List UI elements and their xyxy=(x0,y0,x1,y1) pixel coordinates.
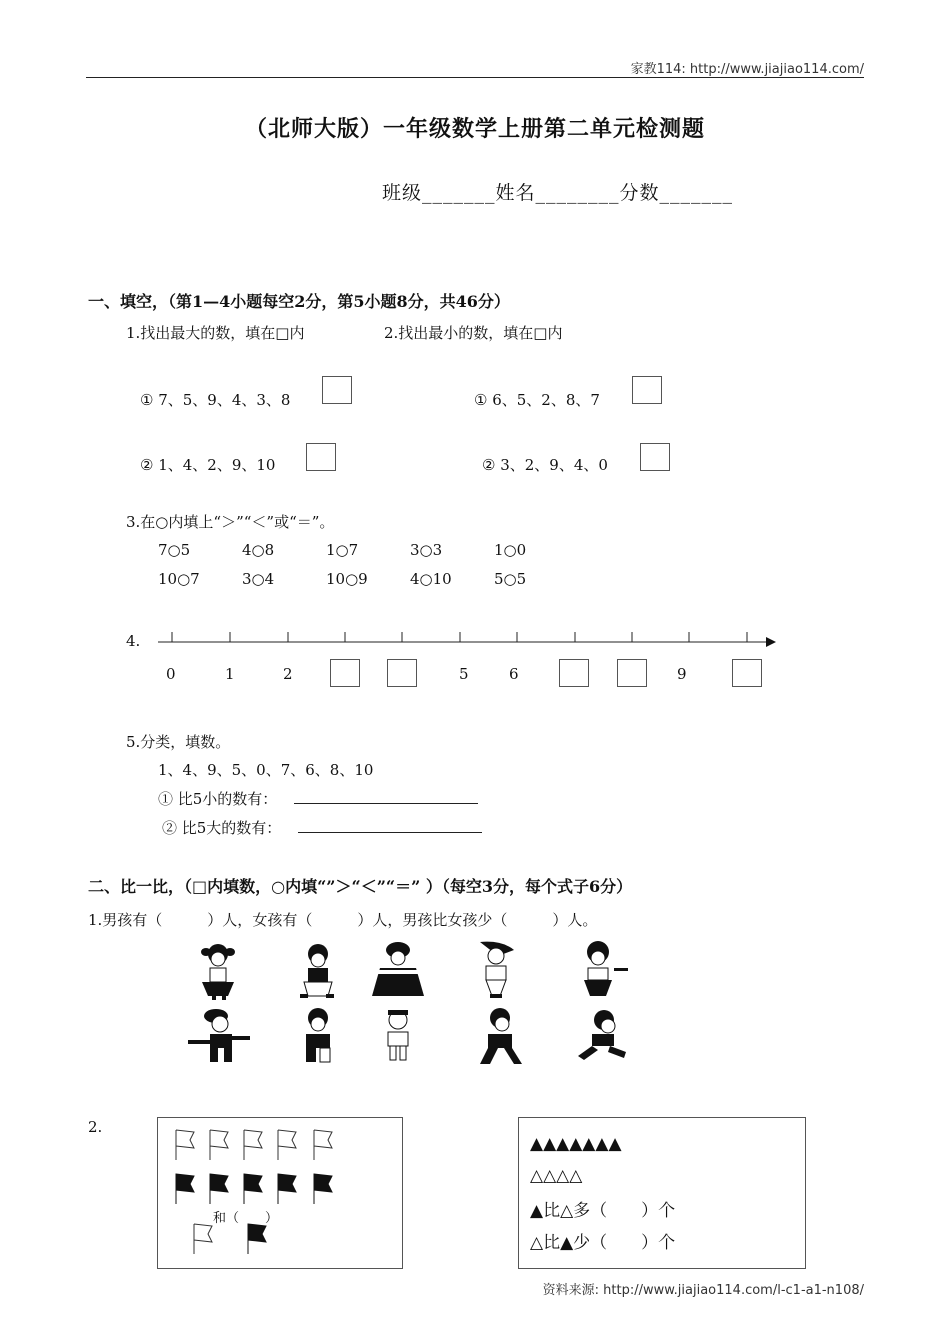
s2-q1-prompt: 1.男孩有（ ）人，女孩有（ ）人，男孩比女孩少（ ）人。 xyxy=(88,911,598,929)
boy-figure xyxy=(188,1009,250,1062)
boy-figure xyxy=(388,1010,408,1060)
page-title: （北师大版）一年级数学上册第二单元检测题 xyxy=(244,116,705,142)
number-line-label: 0 xyxy=(166,665,176,683)
number-line-label: 2 xyxy=(283,665,293,683)
q3-expr: 4○10 xyxy=(410,570,452,588)
children-illustration xyxy=(180,940,660,1070)
q1-answer-box-2[interactable] xyxy=(306,443,336,471)
q1-prompt: 1.找出最大的数，填在□内 xyxy=(126,324,305,342)
number-line-label: 5 xyxy=(459,665,469,683)
q2-answer-box-2[interactable] xyxy=(640,443,670,471)
girl-figure xyxy=(300,944,334,998)
q2-item-1: ① 6、5、2、8、7 xyxy=(474,391,600,409)
q2-prompt: 2.找出最小的数，填在□内 xyxy=(384,324,563,342)
header-site: 家教114: http://www.jiajiao114.com/ xyxy=(630,62,864,77)
filled-flag-row xyxy=(176,1174,332,1204)
section2-heading: 二、比一比，（□内填数，○内填“”＞“＜”“＝” ）（每空3分，每个式子6分） xyxy=(88,877,633,896)
q5-numbers: 1、4、9、5、0、7、6、8、10 xyxy=(158,761,374,779)
number-line xyxy=(150,622,790,658)
q3-prompt: 3.在○内填上“＞”“＜”或“＝”。 xyxy=(126,513,335,531)
number-line-label: 1 xyxy=(225,665,235,683)
q5-greater-answer-line[interactable] xyxy=(298,832,482,833)
q5-prompt: 5.分类，填数。 xyxy=(126,733,231,751)
girl-figure xyxy=(480,942,514,998)
q5-greater-label: ② 比5大的数有： xyxy=(162,819,282,837)
q5-less-answer-line[interactable] xyxy=(294,803,478,804)
q3-expr: 10○9 xyxy=(326,570,368,588)
girl-figure xyxy=(372,942,424,996)
number-line-label: 6 xyxy=(509,665,519,683)
q1-item-1: ① 7、5、9、4、3、8 xyxy=(140,391,291,409)
number-line-answer-box[interactable] xyxy=(559,659,589,687)
q4-label: 4. xyxy=(126,632,141,650)
q2-answer-box-1[interactable] xyxy=(632,376,662,404)
q3-expr: 1○7 xyxy=(326,541,359,559)
boy-figure xyxy=(306,1008,330,1062)
flags-caption: 和（ ） xyxy=(213,1211,279,1226)
header-rule xyxy=(86,77,864,78)
s2-q2-label: 2. xyxy=(88,1118,103,1136)
q3-expr: 3○3 xyxy=(410,541,443,559)
q3-expr: 10○7 xyxy=(158,570,200,588)
q3-expr: 4○8 xyxy=(242,541,275,559)
empty-triangle-row: △△△△ xyxy=(530,1166,583,1186)
empty-flag-row xyxy=(176,1130,332,1160)
boy-figure xyxy=(578,1010,626,1060)
boy-figure xyxy=(480,1008,522,1064)
q1-answer-box-1[interactable] xyxy=(322,376,352,404)
student-info-line: 班级_______姓名________分数_______ xyxy=(382,182,734,204)
footer-source: 资料来源: http://www.jiajiao114.com/l-c1-a1-n108/ xyxy=(542,1283,864,1298)
flags-illustration xyxy=(160,1120,400,1265)
number-line-answer-box[interactable] xyxy=(330,659,360,687)
filled-triangle-row: ▲▲▲▲▲▲▲ xyxy=(530,1134,622,1154)
q2-item-2: ② 3、2、9、4、0 xyxy=(482,456,608,474)
q3-expr: 5○5 xyxy=(494,570,527,588)
number-line-answer-box[interactable] xyxy=(387,659,417,687)
triangle-more-question[interactable]: ▲比△多（ ）个 xyxy=(530,1201,676,1221)
q1-item-2: ② 1、4、2、9、10 xyxy=(140,456,276,474)
number-line-label: 9 xyxy=(677,665,687,683)
q5-less-label: ① 比5小的数有： xyxy=(158,790,278,808)
section1-heading: 一、填空，（第1—4小题每空2分，第5小题8分，共46分） xyxy=(88,292,510,311)
number-line-answer-box[interactable] xyxy=(617,659,647,687)
q3-expr: 7○5 xyxy=(158,541,191,559)
girl-figure xyxy=(201,944,235,1000)
q3-expr: 1○0 xyxy=(494,541,527,559)
compare-flags xyxy=(194,1224,266,1254)
triangle-less-question[interactable]: △比▲少（ ）个 xyxy=(530,1233,676,1253)
q3-expr: 3○4 xyxy=(242,570,275,588)
girl-figure xyxy=(584,941,628,996)
number-line-answer-box[interactable] xyxy=(732,659,762,687)
